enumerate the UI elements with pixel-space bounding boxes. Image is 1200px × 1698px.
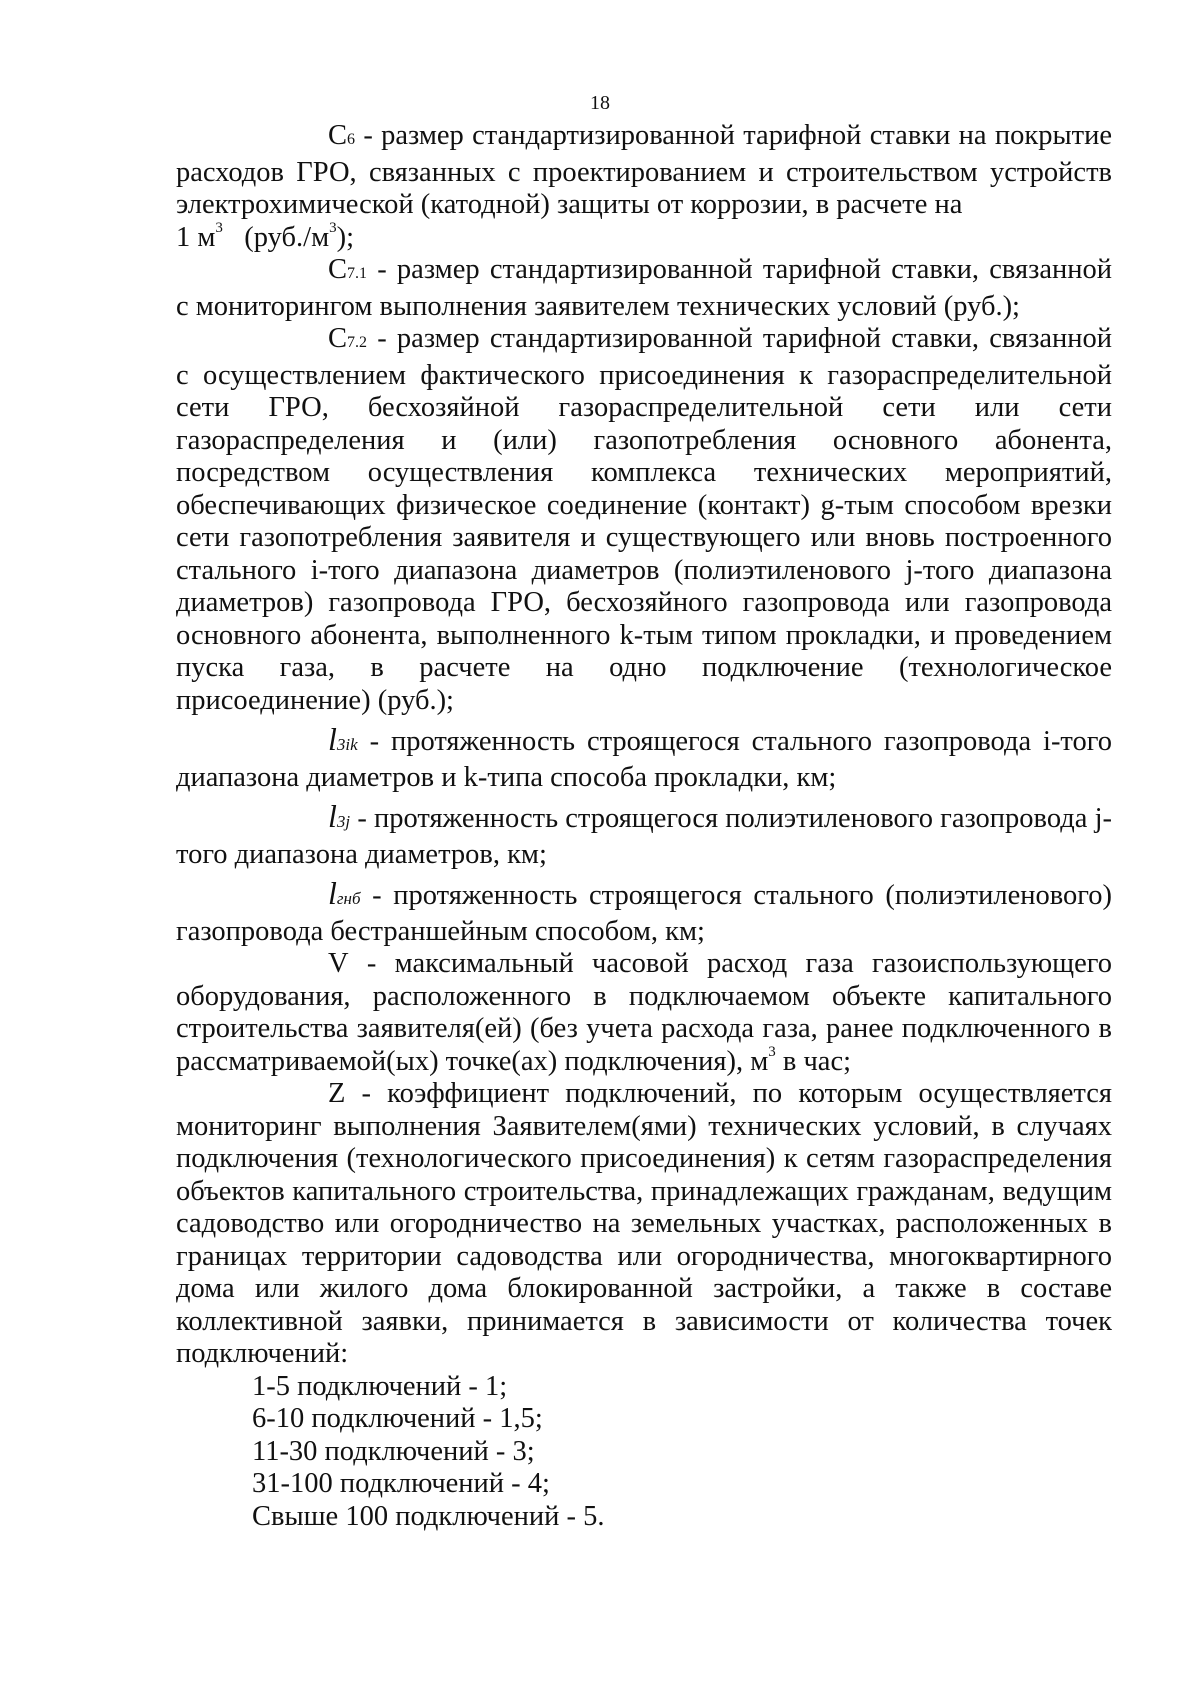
- list-item: 31-100 подключений - 4;: [252, 1468, 550, 1499]
- symbol-c72: C7.2: [328, 323, 368, 354]
- symbol-lnb: lгнб: [328, 875, 361, 911]
- definition-c71: [176, 254, 1112, 323]
- list-item: 1-5 подключений - 1;: [252, 1370, 508, 1402]
- coefficient-list: [176, 1371, 1112, 1534]
- definition-l3j: [176, 800, 1112, 871]
- definition-z: [176, 1078, 1112, 1371]
- list-item: Свыше 100 подключений - 5.: [252, 1500, 605, 1532]
- definition-v-unit: м: [750, 1045, 769, 1077]
- symbol-c6: C6: [328, 120, 356, 151]
- symbol-z: Z: [328, 1078, 346, 1109]
- definition-z-text: - коэффициент подключений, по которым осуществляется мониторинг выполнения Заявителем(ями) технических условий, в случаях подключения (технологического присоединения) к сетям газораспределения объектов капитального строительства, принадлежащих гражданам, ведущим садоводство или огородничество на земельных участках, расположенных в границах территории садоводства или огородничества, многоквартирного дома или жилого дома блокированной застройки, а также в составе коллективной заявки, принимается в зависимости от количества точек подключений:: [176, 1078, 1112, 1369]
- definition-v-text: - максимальный часовой расход газа газоиспользующего оборудования, расположенного в подключаемом объекте капитального строительства заявителя(ей) (без учета расхода газа, ранее подключенного в рассматриваемой(ых) точке(ах) подключения),: [176, 948, 1112, 1077]
- symbol-c71: C7.1: [328, 254, 368, 285]
- definition-l3ik: [176, 723, 1112, 794]
- definition-c72: [176, 323, 1112, 717]
- definition-c6: [176, 120, 1112, 222]
- list-item: 6-10 подключений - 1,5;: [252, 1403, 543, 1434]
- definition-l3ik-text: - протяженность строящегося стального газопровода i-того диапазона диаметров и k-типа способа прокладки, км;: [176, 726, 1112, 793]
- symbol-l3ik: l3ik: [328, 721, 358, 757]
- definition-c6-text: - размер стандартизированной тарифной ставки на покрытие расходов ГРО, связанных с проектированием и строительством устройств электрохимической (катодной) защиты от коррозии, в расчете на: [176, 120, 1112, 220]
- definition-v: V - максимальный часовой расход газа газоиспользующего оборудования, расположенного в подключаемом объекте капитального строительства заявителя(ей) (без учета расхода газа, ранее подключенного в рассматриваемой(ых) точке(ах) подключения), $м^3$ в час;: [176, 948, 1112, 1077]
- definition-lnb: [176, 877, 1112, 948]
- page-number: 18: [590, 92, 610, 114]
- definition-c6-unit: 1 $м^3$ $(руб./м^3)$;: [176, 219, 355, 253]
- symbol-v: V: [328, 948, 349, 979]
- definition-c72-text: - размер стандартизированной тарифной ставки, связанной с осуществлением фактического присоединения к газораспределительной сети ГРО, бесхозяйной газораспределительной сети или сети газораспределения и (или) газопотребления основного абонента, посредством осуществления комплекса технических мероприятий, обеспечивающих физическое соединение (контакт) g-тым способом врезки сети газопотребления заявителя и существующего или вновь построенного стального i-того диапазона диаметров (полиэтиленового j-того диапазона диаметров) газопровода ГРО, бесхозяйного газопровода или газопровода основного абонента, выполненного k-тым типом прокладки, и проведением пуска газа, в расчете на одно подключение (технологическое присоединение) (руб.);: [176, 323, 1112, 716]
- symbol-l3j: l3j: [328, 798, 351, 834]
- list-item: 11-30 подключений - 3;: [252, 1435, 535, 1467]
- definition-c71-text: - размер стандартизированной тарифной ставки, связанной с мониторингом выполнения заявителем технических условий (руб.);: [176, 254, 1112, 322]
- document-body: [176, 120, 1112, 1562]
- definition-lnb-text: - протяженность строящегося стального (полиэтиленового) газопровода бестраншейным способом, км;: [176, 880, 1112, 947]
- definition-l3j-text: - протяженность строящегося полиэтиленового газопровода j-того диапазона диаметров, км;: [176, 803, 1112, 870]
